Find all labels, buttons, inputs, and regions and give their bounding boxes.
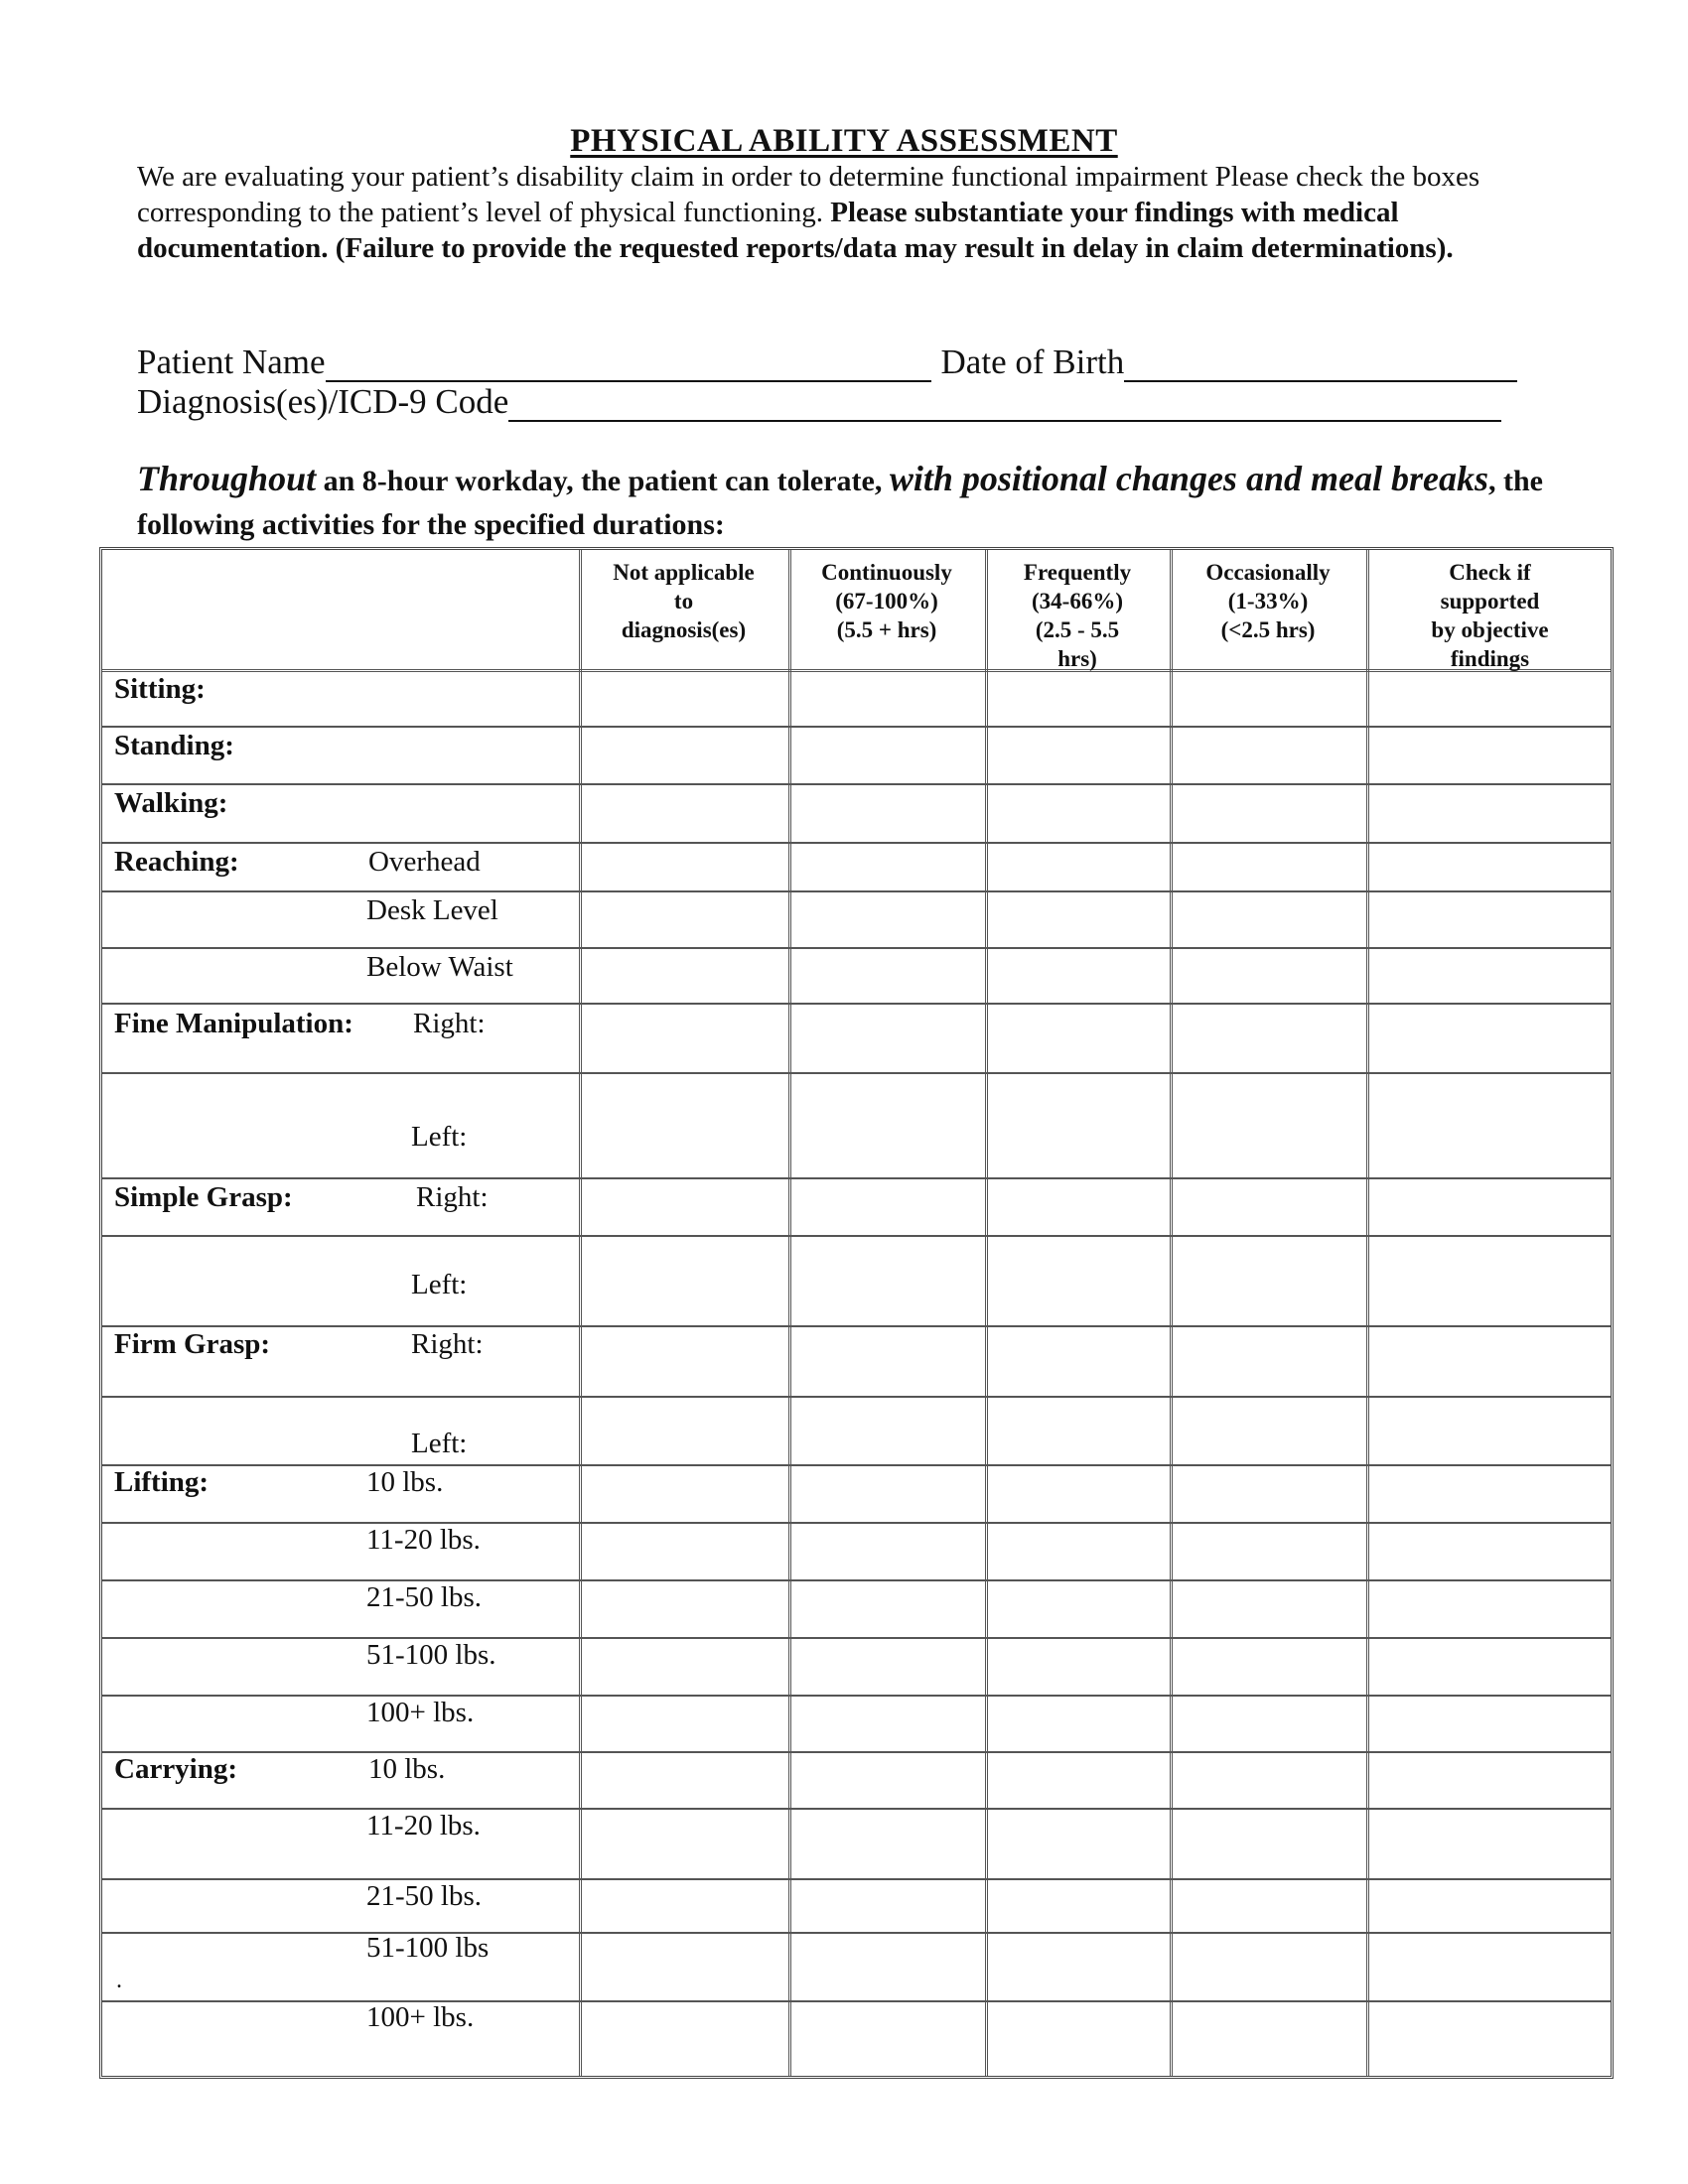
row-label-carry-100-plus: 100+ lbs. xyxy=(366,2001,475,2033)
activity-table xyxy=(99,547,1614,2079)
instructions-lead xyxy=(137,457,1557,547)
diagnosis-row xyxy=(137,382,1501,422)
row-label-fine-left: Left: xyxy=(411,1121,468,1153)
row-divider xyxy=(102,1522,1611,1524)
row-label-lift-21-50: 21-50 lbs. xyxy=(366,1581,482,1613)
col-header-not-applicable: Not applicable to diagnosis(es) xyxy=(613,560,755,642)
row-divider xyxy=(102,1808,1611,1810)
row-divider xyxy=(102,783,1611,785)
date-of-birth-field[interactable] xyxy=(1124,350,1517,382)
row-label-firm-right: Right: xyxy=(411,1328,484,1360)
patient-name-label: Patient Name xyxy=(137,342,326,381)
lead-text-2: , the following activities for the specified durations: xyxy=(137,465,1543,541)
intro-bold-text: Please substantiate your findings with medical documentation. (Failure to provide the requested reports/data may result in delay in claim determinations). xyxy=(137,197,1454,264)
row-label-lift-100-plus: 100+ lbs. xyxy=(366,1697,475,1728)
row-label-reaching-desk: Desk Level xyxy=(366,894,498,926)
row-label-carrying: Carrying: xyxy=(114,1753,238,1785)
row-label-lift-11-20: 11-20 lbs. xyxy=(366,1524,481,1556)
row-label-lift-51-100: 51-100 lbs. xyxy=(366,1639,496,1671)
col-divider xyxy=(1366,550,1369,2076)
row-divider xyxy=(102,1932,1611,1934)
patient-name-field[interactable] xyxy=(326,350,931,382)
col-header-frequently: Frequently (34-66%) (2.5 - 5.5 hrs) xyxy=(1023,560,1132,671)
date-of-birth-label: Date of Birth xyxy=(940,342,1125,381)
lead-text-1: an 8-hour workday, the patient can tolerate, xyxy=(316,465,890,497)
row-divider xyxy=(102,1751,1611,1753)
row-divider xyxy=(102,1637,1611,1639)
row-divider xyxy=(102,842,1611,844)
stray-mark: . xyxy=(116,1968,122,1993)
row-label-walking: Walking: xyxy=(114,787,228,819)
lead-emphasis-positional: with positional changes and meal breaks xyxy=(889,459,1488,498)
intro-text: We are evaluating your patient’s disability claim in order to determine functional impairment Please check the boxes corresponding to the patient’s level of physical functioning. xyxy=(137,161,1480,228)
row-divider xyxy=(102,1464,1611,1466)
row-label-carry-51-100: 51-100 lbs xyxy=(366,1932,490,1964)
col-header-continuously: Continuously (67-100%) (5.5 + hrs) xyxy=(821,560,952,642)
diagnosis-field[interactable] xyxy=(508,390,1501,422)
row-label-carry-21-50: 21-50 lbs. xyxy=(366,1880,482,1912)
row-label-carry-10: 10 lbs. xyxy=(368,1753,446,1785)
row-divider xyxy=(102,1695,1611,1697)
row-label-fine-right: Right: xyxy=(413,1008,486,1039)
row-label-fine-manipulation: Fine Manipulation: xyxy=(114,1008,353,1039)
row-divider xyxy=(102,1177,1611,1179)
row-label-simple-left: Left: xyxy=(411,1269,468,1300)
row-divider xyxy=(102,947,1611,949)
row-divider xyxy=(102,1003,1611,1005)
col-header-occasionally: Occasionally (1-33%) (<2.5 hrs) xyxy=(1205,560,1331,642)
row-label-sitting: Sitting: xyxy=(114,673,206,705)
row-label-simple-grasp: Simple Grasp: xyxy=(114,1181,293,1213)
row-divider xyxy=(102,1579,1611,1581)
col-divider xyxy=(1170,550,1173,2076)
row-divider xyxy=(102,1325,1611,1327)
row-label-simple-right: Right: xyxy=(416,1181,489,1213)
row-divider xyxy=(102,890,1611,892)
row-label-firm-grasp: Firm Grasp: xyxy=(114,1328,271,1360)
col-divider xyxy=(788,550,791,2076)
col-header-objective-findings: Check if supported by objective findings xyxy=(1431,560,1549,671)
row-label-lift-10: 10 lbs. xyxy=(366,1466,444,1498)
row-label-firm-left: Left: xyxy=(411,1428,468,1459)
row-label-reaching: Reaching: xyxy=(114,846,239,878)
page-title: PHYSICAL ABILITY ASSESSMENT xyxy=(570,123,1118,159)
patient-info-row xyxy=(137,342,1517,382)
col-divider xyxy=(579,550,582,2076)
row-label-reaching-below-waist: Below Waist xyxy=(366,951,513,983)
row-divider xyxy=(102,1878,1611,1880)
row-label-standing: Standing: xyxy=(114,730,234,761)
row-divider xyxy=(102,1235,1611,1237)
row-divider xyxy=(102,2000,1611,2002)
row-label-lifting: Lifting: xyxy=(114,1466,210,1498)
row-label-reaching-overhead: Overhead xyxy=(368,846,481,878)
row-divider xyxy=(102,1072,1611,1074)
intro-paragraph xyxy=(137,159,1517,266)
col-divider xyxy=(985,550,988,2076)
diagnosis-label: Diagnosis(es)/ICD-9 Code xyxy=(137,382,509,421)
lead-emphasis-throughout: Throughout xyxy=(137,459,317,498)
row-label-carry-11-20: 11-20 lbs. xyxy=(366,1810,481,1842)
row-divider xyxy=(102,726,1611,728)
row-divider xyxy=(102,1396,1611,1398)
